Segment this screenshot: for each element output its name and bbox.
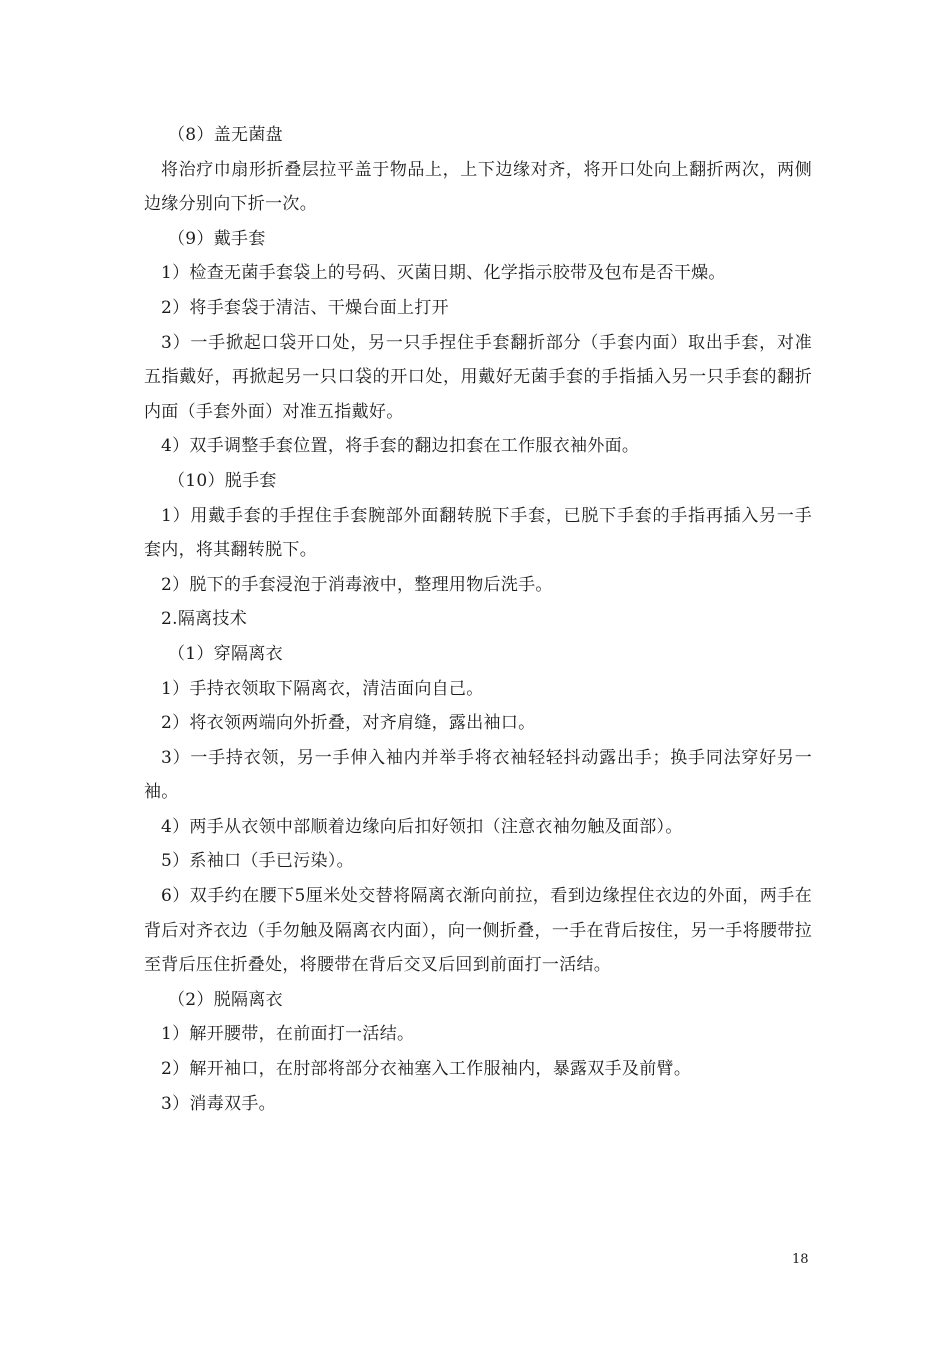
paragraph-remove-gown-step-1: 1）解开腰带，在前面打一活结。 [161, 1024, 415, 1045]
paragraph-remove-gloves-step-1: 1）用戴手套的手捏住手套腕部外面翻转脱下手套，已脱下手套的手指再插入另一手套内，将其翻转脱下。 [144, 505, 812, 561]
heading-cover-sterile-tray: （8）盖无菌盘 [168, 125, 283, 145]
paragraph-gown-step-6: 6）双手约在腰下5厘米处交替将隔离衣渐向前拉，看到边缘捏住衣边的外面，两手在背后对齐衣边（手勿触及隔离衣内面），向一侧折叠，一手在背后按住，另一手将腰带拉至背后压住折叠处，将腰带在背后交叉后回到前面打一活结。 [144, 886, 812, 976]
paragraph-gloves-step-2: 2）将手套袋于清洁、干燥台面上打开 [161, 297, 449, 318]
section-heading-isolation: 2.隔离技术 [161, 609, 248, 630]
paragraph-gown-step-3: 3）一手持衣领，另一手伸入袖内并举手将衣袖轻轻抖动露出手；换手同法穿好另一袖。 [144, 747, 812, 803]
page-number: 18 [792, 1252, 809, 1267]
paragraph-gloves-step-3: 3）一手掀起口袋开口处，另一只手捏住手套翻折部分（手套内面）取出手套，对准五指戴好，再掀起另一只口袋的开口处，用戴好无菌手套的手指插入另一只手套的翻折内面（手套外面）对准五指戴好。 [144, 332, 812, 422]
paragraph-remove-gloves-step-2: 2）脱下的手套浸泡于消毒液中，整理用物后洗手。 [161, 574, 553, 595]
page-content [144, 118, 812, 1121]
paragraph-remove-gown-step-2: 2）解开袖口，在肘部将部分衣袖塞入工作服袖内，暴露双手及前臂。 [161, 1059, 692, 1080]
paragraph-cover-sterile-tray: 将治疗巾扇形折叠层拉平盖于物品上，上下边缘对齐，将开口处向上翻折两次，两侧边缘分别向下折一次。 [144, 159, 812, 215]
heading-remove-gown: （2）脱隔离衣 [168, 989, 283, 1010]
paragraph-gown-step-5: 5）系袖口（手已污染）。 [161, 851, 354, 872]
heading-remove-gloves: （10）脱手套 [168, 470, 277, 491]
paragraph-gloves-step-1: 1）检查无菌手套袋上的号码、灭菌日期、化学指示胶带及包布是否干燥。 [161, 263, 726, 284]
paragraph-gown-step-4: 4）两手从衣领中部顺着边缘向后扣好领扣（注意衣袖勿触及面部）。 [161, 816, 683, 837]
paragraph-gloves-step-4: 4）双手调整手套位置，将手套的翻边扣套在工作服衣袖外面。 [161, 436, 640, 457]
paragraph-gown-step-1: 1）手持衣领取下隔离衣，清洁面向自己。 [161, 678, 484, 699]
heading-put-on-gown: （1）穿隔离衣 [168, 643, 283, 664]
heading-put-on-gloves: （9）戴手套 [168, 228, 266, 249]
paragraph-remove-gown-step-3: 3）消毒双手。 [161, 1093, 276, 1114]
paragraph-gown-step-2: 2）将衣领两端向外折叠，对齐肩缝，露出袖口。 [161, 713, 536, 734]
